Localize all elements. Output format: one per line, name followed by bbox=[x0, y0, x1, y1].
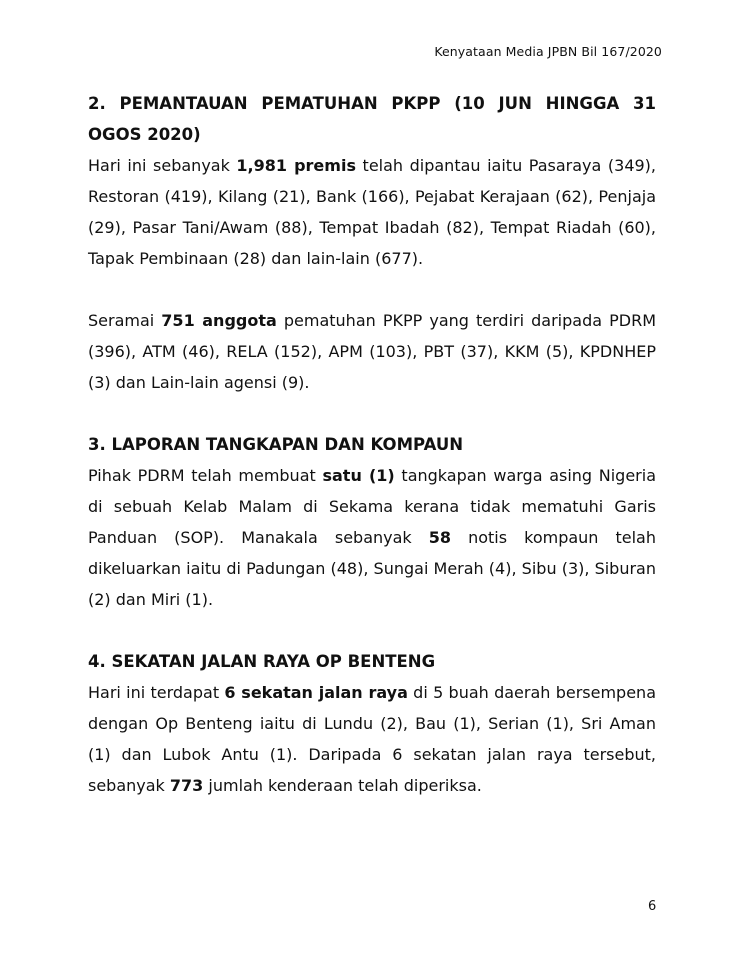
vehicle-count: 773 bbox=[169, 776, 204, 795]
text-run: telah dipantau iaitu Pasaraya (349), Restoran (419), Kilang (21), Bank (166), Pejabat Kerajaan (62), Penjaja (29), Pasar Tani/Awam (88), Tempat Ibadah (82), Tempat Riadah (60), Tapak Pembinaan (28) dan lain-lain (677). bbox=[88, 156, 656, 268]
paragraph-gap bbox=[88, 615, 656, 646]
text-run: Hari ini sebanyak bbox=[88, 156, 237, 175]
paragraph-gap bbox=[88, 398, 656, 429]
text-run: tangkapan warga asing Nigeria di sebuah Kelab Malam di Sekama kerana tidak mematuhi Garis Panduan (SOP). Manakala sebanyak bbox=[88, 466, 657, 547]
section-2-paragraph-members bbox=[88, 305, 656, 398]
text-run: Pihak PDRM telah membuat bbox=[88, 466, 323, 485]
text-run: jumlah kenderaan telah diperiksa. bbox=[203, 776, 482, 795]
section-4-paragraph bbox=[88, 677, 656, 801]
paragraph-gap bbox=[88, 274, 656, 305]
document-body bbox=[88, 88, 656, 801]
premises-count: 1,981 premis bbox=[236, 156, 356, 175]
members-count: 751 anggota bbox=[161, 311, 277, 330]
text-run: di 5 buah daerah bersempena dengan Op Benteng iaitu di Lundu (2), Bau (1), Serian (1), Sri Aman (1) dan Lubok Antu (1). Daripada 6 sekatan jalan raya tersebut, sebanyak bbox=[88, 683, 656, 795]
document-reference: Kenyataan Media JPBN Bil 167/2020 bbox=[434, 44, 662, 59]
section-3-heading: 3. LAPORAN TANGKAPAN DAN KOMPAUN bbox=[88, 435, 464, 454]
text-run: Hari ini terdapat bbox=[88, 683, 225, 702]
page-number: 6 bbox=[648, 899, 657, 914]
section-4-heading: 4. SEKATAN JALAN RAYA OP BENTENG bbox=[88, 652, 436, 671]
text-run: pematuhan PKPP yang terdiri daripada PDRM (396), ATM (46), RELA (152), APM (103), PBT (37), KKM (5), KPDNHEP (3) dan Lain-lain agensi (9). bbox=[88, 311, 656, 392]
section-2-paragraph-premises bbox=[88, 150, 656, 274]
text-run: notis kompaun telah dikeluarkan iaitu di Padungan (48), Sungai Merah (4), Sibu (3), Siburan (2) dan Miri (1). bbox=[88, 528, 657, 609]
section-2-heading: 2. PEMANTAUAN PEMATUHAN PKPP (10 JUN HINGGA 31 OGOS 2020) bbox=[88, 94, 656, 144]
compound-count: 58 bbox=[428, 528, 452, 547]
roadblock-count: 6 sekatan jalan raya bbox=[224, 683, 408, 702]
text-run: Seramai bbox=[88, 311, 162, 330]
section-3-paragraph bbox=[88, 460, 656, 615]
arrest-count: satu (1) bbox=[322, 466, 395, 485]
